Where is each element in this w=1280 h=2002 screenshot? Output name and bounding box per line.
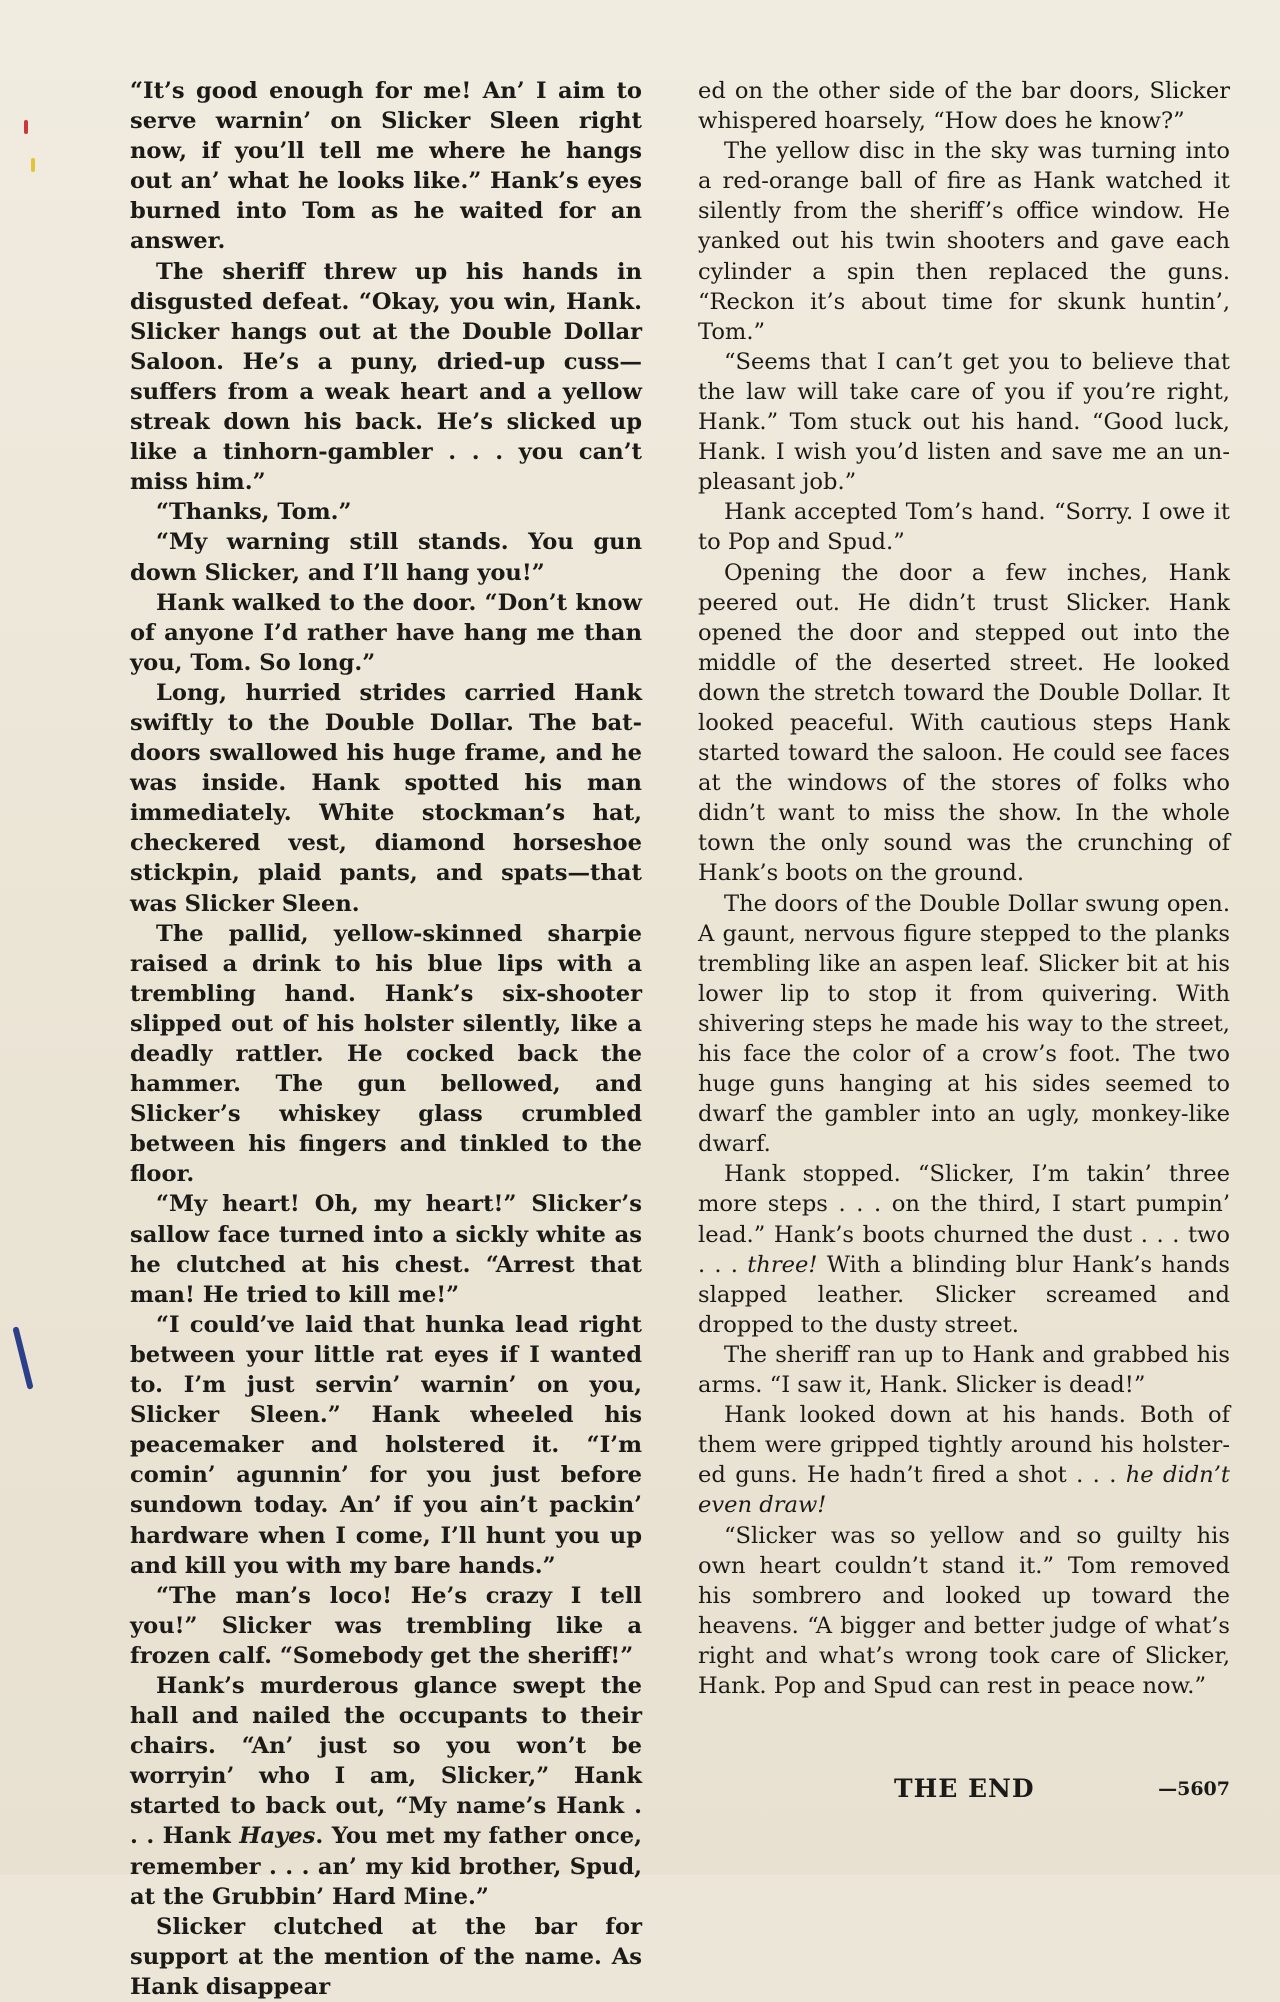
left-text-column: [130, 76, 642, 2002]
italic-text: he didn’t even draw!: [698, 1462, 1230, 1519]
text-run: . You met my father once, remember . . . an’ my kid brother, Spud, at the Grubbin’ Hard Mine.”: [130, 1823, 642, 1910]
paragraph: “Seems that I can’t get you to believe that the law will take care of you if you’re right, Hank.” Tom stuck out his hand. “Good luck, Hank. I wish you’d listen and save me an unpleasant job.”: [698, 348, 1230, 496]
paragraph: ed on the other side of the bar doors, Slicker whispered hoarsely, “How does he know?”: [698, 78, 1230, 135]
paragraph: Hank accepted Tom’s hand. “Sorry. I owe it to Pop and Spud.”: [698, 499, 1230, 556]
paragraph: “Thanks, Tom.”: [156, 499, 352, 526]
paragraph: “It’s good enough for me! An’ I aim to serve warnin’ on Slicker Sleen right now, if you’ll tell me where he hangs out an’ what he looks like.” Hank’s eyes burned into Tom as he waited for an answer.: [130, 78, 642, 255]
paragraph: “My heart! Oh, my heart!” Slicker’s sallow face turned into a sickly white as he clutched at his chest. “Arrest that man! He tried to kill me!”: [130, 1191, 642, 1308]
paragraph: [130, 1671, 642, 1912]
paragraph: Opening the door a few inches, Hank peered out. He didn’t trust Slicker. Hank opened the door and stepped out into the middle of the deserted street. He looked down the stretch toward the Double Dollar. It looked peaceful. With cautious steps Hank started toward the saloon. He could see faces at the windows of the stores of folks who didn’t want to miss the show. In the whole town the only sound was the crunching of Hank’s boots on the ground.: [698, 559, 1230, 887]
paragraph: [698, 1159, 1230, 1340]
paragraph: “My warning still stands. You gun down Slicker, and I’ll hang you!”: [130, 529, 642, 586]
italic-text: three!: [747, 1251, 818, 1278]
paragraph: Hank walked to the door. “Don’t know of anyone I’d rather have hang me than you, Tom. So long.”: [130, 589, 642, 676]
text-run: With a blinding blur Hank’s hands slapped leather. Slicker screamed and dropped to the dusty street.: [698, 1251, 1231, 1338]
the-end-label: THE END: [894, 1774, 1035, 1803]
paragraph: The doors of the Double Dollar swung open. A gaunt, nervous figure stepped to the planks trembling like an aspen leaf. Slicker bit at his lower lip to stop it from quivering. With shivering steps he made his way to the street, his face the color of a crow’s foot. The two huge guns hanging at his sides seemed to dwarf the gambler into an ugly, monkey-like dwarf.: [698, 890, 1230, 1158]
right-text-column: [698, 76, 1230, 1701]
paragraph: “Slicker was so yellow and so guilty his own heart couldn’t stand it.” Tom removed his sombrero and looked up toward the heavens. “A bigger and better judge of what’s right and what’s wrong took care of Slicker, Hank. Pop and Spud can rest in peace now.”: [698, 1522, 1230, 1699]
italic-text: Hayes: [239, 1823, 316, 1850]
paragraph: [698, 1400, 1230, 1520]
paragraph: “I could’ve laid that hunka lead right between your little rat eyes if I wanted to. I’m just servin’ warnin’ on you, Slicker Sleen.” Hank wheeled his peacemaker and holstered it. “I’m comin’ agunnin’ for you just before sundown today. An’ if you ain’t packin’ hardware when I come, I’ll hunt you up and kill you with my bare hands.”: [130, 1311, 642, 1579]
text-run: Hank looked down at his hands. Both of them were gripped tightly around his holstered guns. He hadn’t fired a shot . . .: [698, 1402, 1230, 1489]
margin-ink-mark-red: [24, 120, 28, 134]
margin-ink-mark-blue: [12, 1326, 33, 1390]
page-footer: [698, 1771, 1230, 1807]
paragraph: Slicker clutched at the bar for support at the mention of the name. As Hank disappear: [130, 1913, 642, 2000]
paragraph: The pallid, yellow-skinned sharpie raised a drink to his blue lips with a trembling hand. Hank’s six-shooter slipped out of his holster silently, like a deadly rattler. He cocked back the hammer. The gun bellowed, and Slicker’s whiskey glass crumbled between his fingers and tinkled to the floor.: [130, 920, 642, 1188]
text-run: Hank’s murderous glance swept the hall and nailed the occupants to their chairs. “An’ just so you won’t be worryin’ who I am, Slicker,” Hank started to back out, “My name’s Hank . . . Hank: [130, 1672, 642, 1850]
page-number: —5607: [1158, 1778, 1230, 1800]
paragraph: The sheriff threw up his hands in disgusted defeat. “Okay, you win, Hank. Slicker hangs out at the Double Dollar Saloon. He’s a puny, dried-up cuss—suffers from a weak heart and a yellow streak down his back. He’s slicked up like a tinhorn-gambler . . . you can’t miss him.”: [130, 258, 642, 496]
text-run: Hank stopped. “Slicker, I’m takin’ three more steps . . . on the third, I start pumpin’ lead.” Hank’s boots churned the dust . . . two . . .: [698, 1161, 1230, 1278]
paragraph: The yellow disc in the sky was turning into a red-orange ball of fire as Hank watched it silently from the sheriff’s office window. He yanked out his twin shooters and gave each cylinder a spin then replaced the guns. “Reckon it’s about time for skunk huntin’, Tom.”: [698, 138, 1230, 345]
margin-ink-mark-yellow: [31, 158, 35, 172]
paragraph: Long, hurried strides carried Hank swiftly to the Double Dollar. The bat-doors swallowed his huge frame, and he was inside. Hank spotted his man immediately. White stockman’s hat, checkered vest, diamond horseshoe stickpin, plaid pants, and spats—that was Slicker Sleen.: [130, 679, 642, 917]
paragraph: “The man’s loco! He’s crazy I tell you!” Slicker was trembling like a frozen calf. “Somebody get the sheriff!”: [130, 1582, 642, 1669]
paragraph: The sheriff ran up to Hank and grabbed his arms. “I saw it, Hank. Slicker is dead!”: [698, 1341, 1230, 1399]
